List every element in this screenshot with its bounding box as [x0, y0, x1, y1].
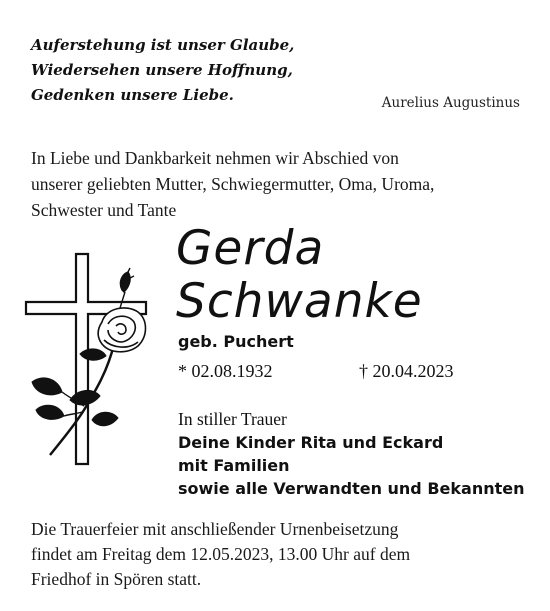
quote-line: Auferstehung ist unser Glaube,	[31, 36, 295, 54]
funeral-line: Friedhof in Spören statt.	[31, 569, 202, 589]
mourners-lead: In stiller Trauer	[178, 409, 287, 429]
mourners-line: Deine Kinder Rita und Eckard	[178, 433, 444, 452]
funeral-line: findet am Freitag dem 12.05.2023, 13.00 Uhr auf dem	[31, 544, 411, 564]
last-name: Schwanke	[176, 274, 423, 329]
quote-line: Gedenken unsere Liebe.	[31, 86, 234, 104]
farewell-intro	[31, 145, 531, 223]
cross-with-rose-icon	[22, 250, 162, 480]
mourners-line: sowie alle Verwandten und Bekannten	[178, 479, 525, 498]
funeral-line: Die Trauerfeier mit anschließender Urnenbeisetzung	[31, 519, 399, 539]
birth-name: geb. Puchert	[178, 332, 294, 351]
death-date: † 20.04.2023	[359, 361, 454, 381]
funeral-details	[31, 517, 531, 592]
intro-line: Schwester und Tante	[31, 200, 177, 220]
memorial-quote	[31, 33, 294, 108]
intro-line: In Liebe und Dankbarkeit nehmen wir Abschied von	[31, 148, 399, 168]
quote-author: Aurelius Augustinus	[381, 95, 520, 111]
deceased-name	[176, 222, 423, 328]
first-name: Gerda	[176, 221, 325, 276]
mourners-line: mit Familien	[178, 456, 290, 475]
intro-line: unserer geliebten Mutter, Schwiegermutter, Oma, Uroma,	[31, 174, 435, 194]
birth-date: * 02.08.1932	[178, 361, 273, 381]
quote-line: Wiedersehen unsere Hoffnung,	[31, 61, 293, 79]
mourners-block	[178, 408, 524, 500]
